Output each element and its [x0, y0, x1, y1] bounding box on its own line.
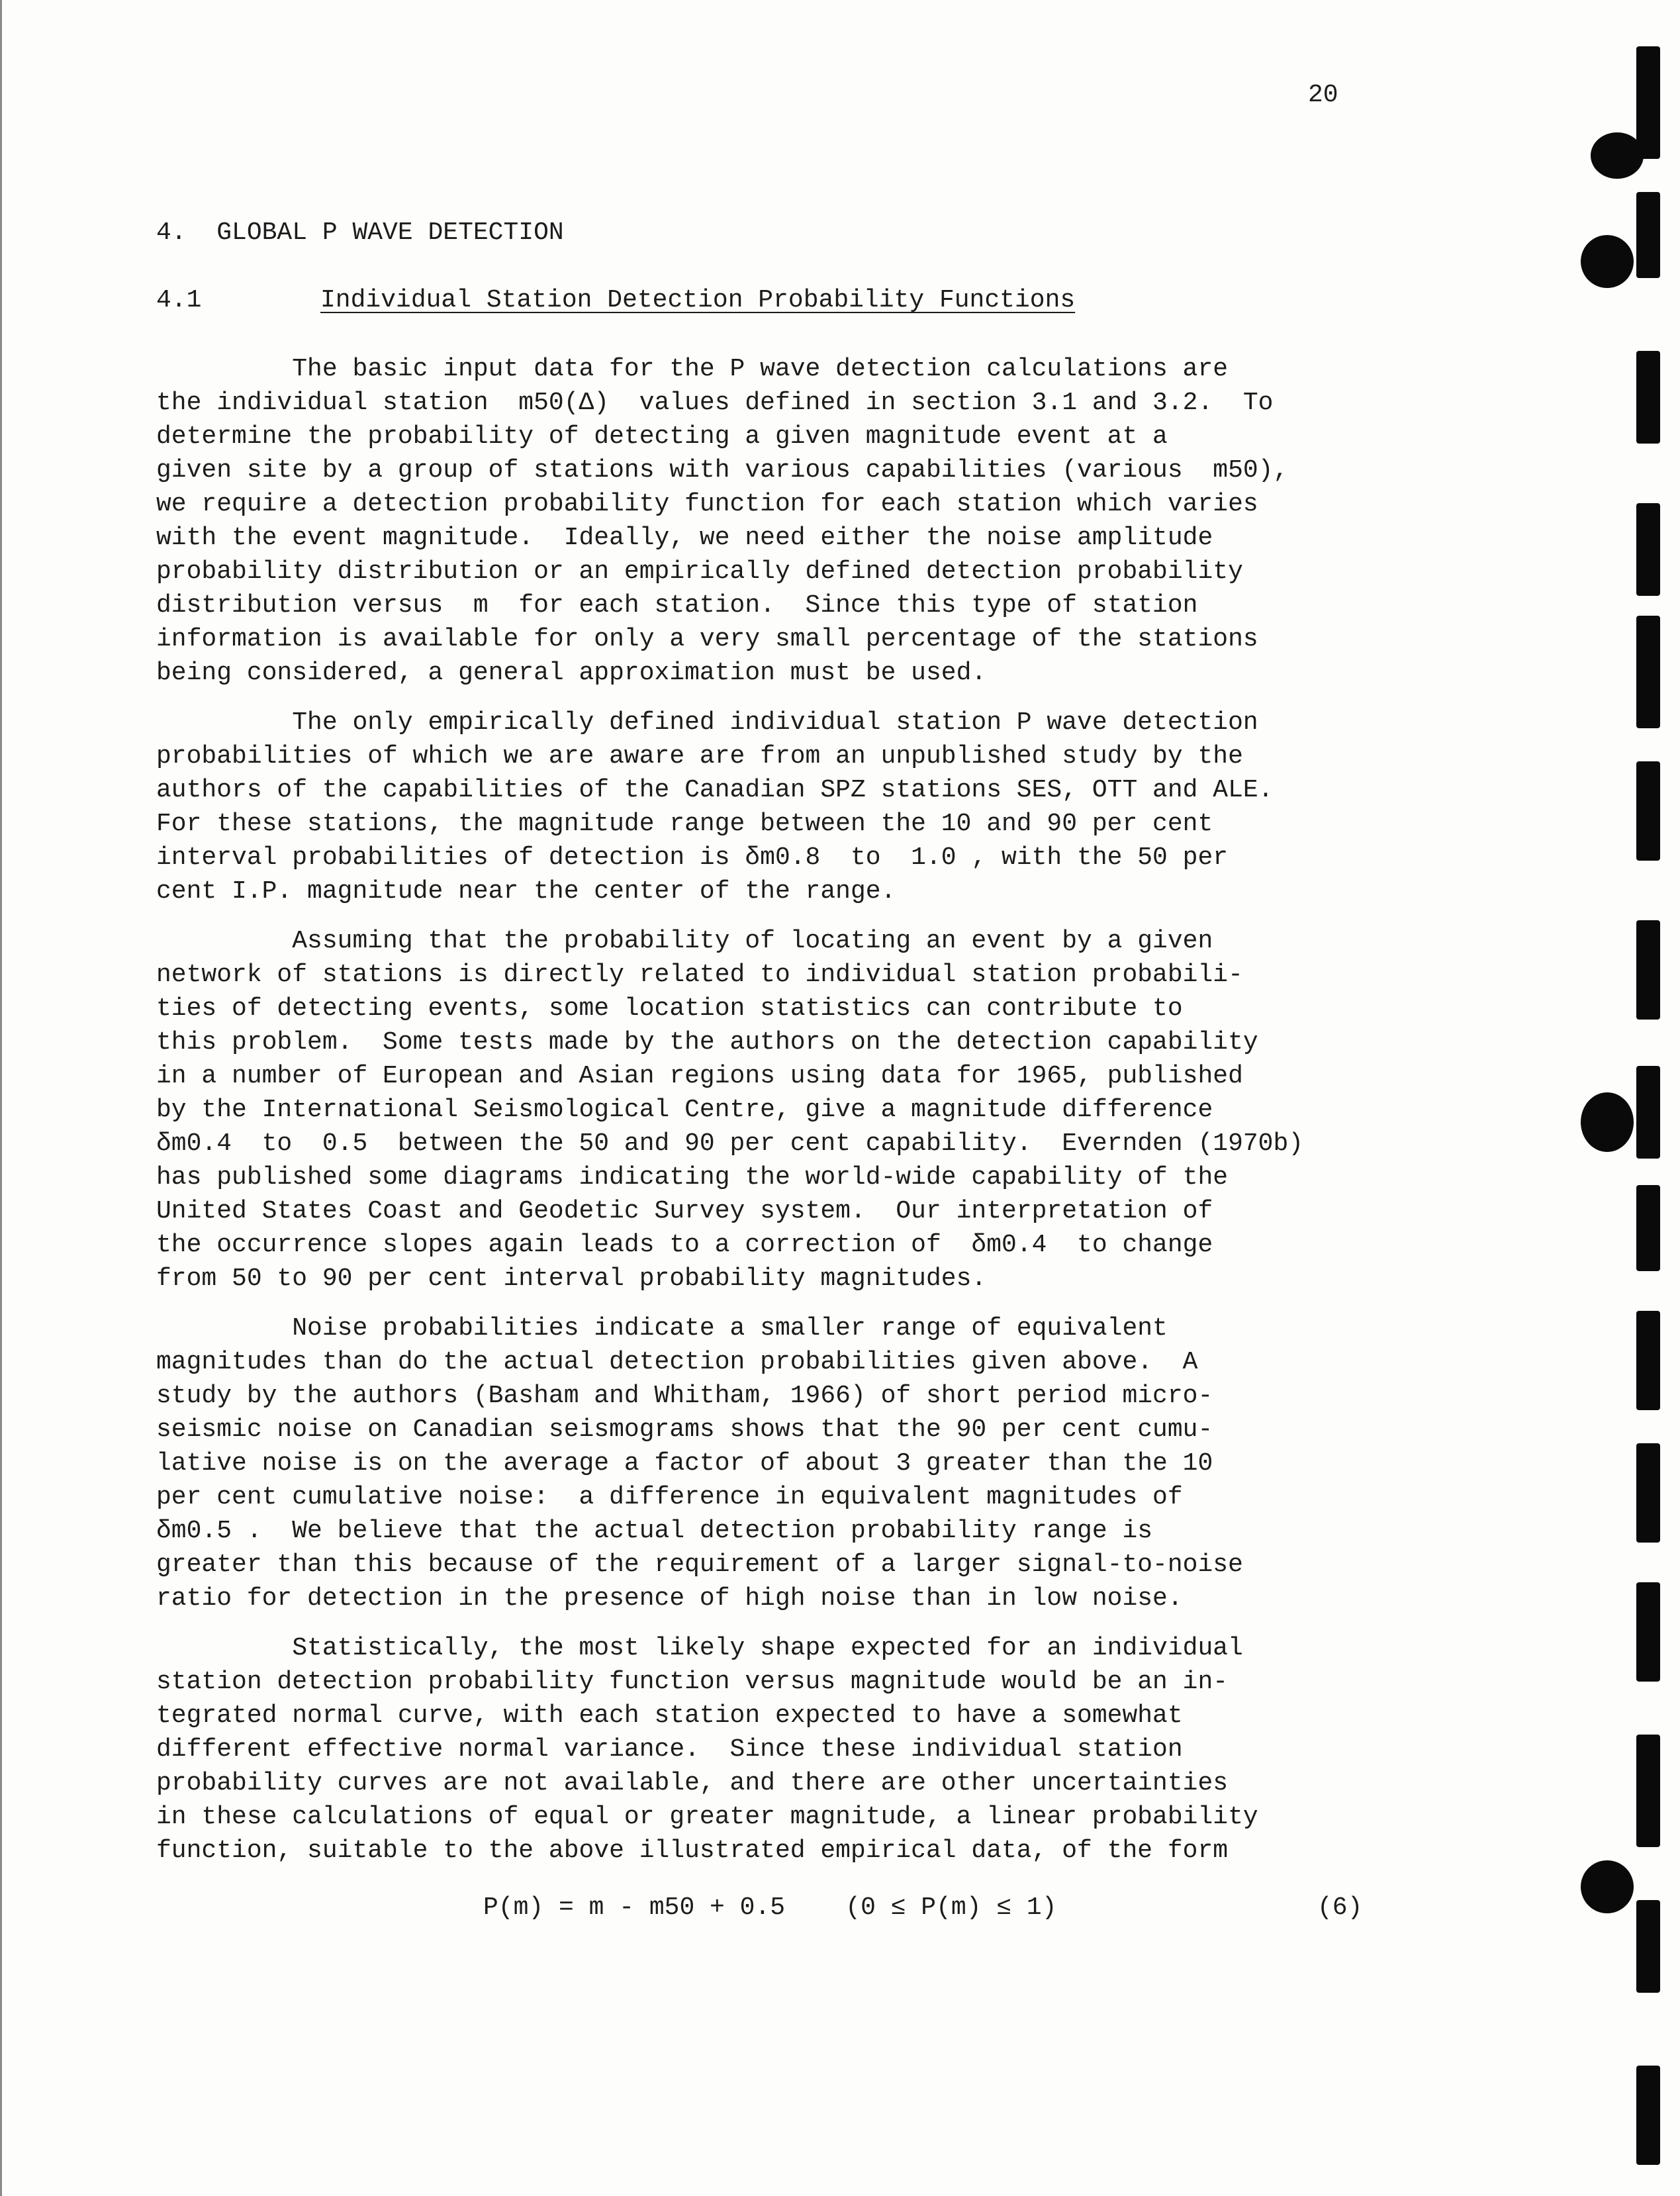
text-line: with the event magnitude. Ideally, we need either the noise amplitude: [156, 524, 1213, 552]
text-line: probability distribution or an empirically defined detection probability: [156, 557, 1243, 586]
page-number: 20: [1308, 81, 1338, 109]
text-line: greater than this because of the requirement of a larger signal-to-noise: [156, 1551, 1243, 1579]
text-line: authors of the capabilities of the Canadian SPZ stations SES, OTT and ALE.: [156, 776, 1274, 804]
text-line: ties of detecting events, some location statistics can contribute to: [156, 994, 1183, 1023]
text-line: determine the probability of detecting a given magnitude event at a: [156, 422, 1168, 451]
paragraph: [156, 924, 1414, 1296]
text-line: For these stations, the magnitude range between the 10 and 90 per cent: [156, 810, 1213, 838]
text-line: being considered, a general approximation must be used.: [156, 659, 987, 687]
text-line: cent I.P. magnitude near the center of the range.: [156, 877, 896, 906]
binder-mark: [1636, 1582, 1660, 1682]
punch-hole-mark: [1581, 1860, 1634, 1913]
binder-mark: [1636, 920, 1660, 1020]
binder-mark: [1636, 2066, 1660, 2165]
binder-mark: [1636, 1443, 1660, 1543]
section-heading: 4. GLOBAL P WAVE DETECTION: [156, 218, 564, 247]
text-line: station detection probability function versus magnitude would be an in-: [156, 1668, 1229, 1696]
binder-mark: [1636, 1311, 1660, 1410]
text-line: from 50 to 90 per cent interval probability magnitudes.: [156, 1265, 987, 1293]
binder-mark: [1636, 1185, 1660, 1271]
binder-mark: [1636, 1066, 1660, 1159]
text-line: ratio for detection in the presence of high noise than in low noise.: [156, 1584, 1183, 1613]
paragraph: [156, 1312, 1414, 1615]
paragraph: [156, 706, 1414, 908]
text-line: function, suitable to the above illustrated empirical data, of the form: [156, 1837, 1229, 1865]
text-line: distribution versus m for each station. Since this type of station: [156, 591, 1198, 620]
subsection-title: Individual Station Detection Probability Functions: [320, 286, 1076, 314]
text-line: we require a detection probability function for each station which varies: [156, 490, 1258, 518]
equation: P(m) = m - m50 + 0.5 (0 ≤ P(m) ≤ 1): [483, 1893, 1057, 1922]
punch-hole-mark: [1581, 1092, 1634, 1152]
binder-mark: [1636, 351, 1660, 444]
text-line: information is available for only a very small percentage of the stations: [156, 625, 1258, 653]
punch-hole-mark: [1591, 132, 1644, 179]
paragraph: [156, 352, 1414, 690]
subsection-number: 4.1: [156, 286, 202, 314]
page-left-edge: [0, 0, 2, 2196]
text-line: this problem. Some tests made by the authors on the detection capability: [156, 1028, 1258, 1057]
text-line: United States Coast and Geodetic Survey system. Our interpretation of: [156, 1197, 1213, 1225]
text-line: in these calculations of equal or greater magnitude, a linear probability: [156, 1803, 1258, 1831]
text-line: the individual station m50(Δ) values defined in section 3.1 and 3.2. To: [156, 389, 1274, 417]
binder-mark: [1636, 616, 1660, 728]
binder-mark: [1636, 761, 1660, 861]
text-line: Statistically, the most likely shape expected for an individual: [156, 1634, 1243, 1662]
text-line: has published some diagrams indicating the world-wide capability of the: [156, 1163, 1229, 1192]
text-line: The basic input data for the P wave detection calculations are: [156, 355, 1229, 383]
text-line: lative noise is on the average a factor of about 3 greater than the 10: [156, 1449, 1213, 1478]
text-line: given site by a group of stations with various capabilities (various m50),: [156, 456, 1289, 485]
equation-number: (6): [1317, 1893, 1363, 1922]
text-line: δm0.5 . We believe that the actual detection probability range is: [156, 1517, 1153, 1545]
text-line: seismic noise on Canadian seismograms shows that the 90 per cent cumu-: [156, 1415, 1213, 1444]
text-line: δm0.4 to 0.5 between the 50 and 90 per cent capability. Evernden (1970b): [156, 1129, 1304, 1158]
text-line: tegrated normal curve, with each station expected to have a somewhat: [156, 1701, 1183, 1730]
text-line: Noise probabilities indicate a smaller range of equivalent: [156, 1314, 1168, 1343]
text-line: the occurrence slopes again leads to a correction of δm0.4 to change: [156, 1231, 1213, 1259]
text-line: network of stations is directly related to individual station probabili-: [156, 961, 1243, 989]
text-line: The only empirically defined individual station P wave detection: [156, 708, 1258, 737]
text-line: per cent cumulative noise: a difference in equivalent magnitudes of: [156, 1483, 1183, 1511]
text-line: study by the authors (Basham and Whitham, 1966) of short period micro-: [156, 1382, 1213, 1410]
text-line: by the International Seismological Centre, give a magnitude difference: [156, 1096, 1213, 1124]
body-text: [156, 352, 1414, 1884]
text-line: Assuming that the probability of locating an event by a given: [156, 927, 1213, 955]
text-line: different effective normal variance. Since these individual station: [156, 1735, 1183, 1764]
paragraph: [156, 1631, 1414, 1868]
binder-mark: [1636, 1900, 1660, 1993]
binder-mark: [1636, 1735, 1660, 1847]
binder-mark: [1636, 192, 1660, 278]
binder-mark: [1636, 46, 1660, 159]
punch-hole-mark: [1581, 235, 1634, 288]
binder-hole-strip: [1627, 0, 1680, 2196]
text-line: interval probabilities of detection is δm0.8 to 1.0 , with the 50 per: [156, 843, 1229, 872]
text-line: probability curves are not available, and there are other uncertainties: [156, 1769, 1229, 1797]
text-line: probabilities of which we are aware are from an unpublished study by the: [156, 742, 1243, 771]
text-line: magnitudes than do the actual detection probabilities given above. A: [156, 1348, 1198, 1376]
binder-mark: [1636, 503, 1660, 596]
text-line: in a number of European and Asian regions using data for 1965, published: [156, 1062, 1243, 1090]
